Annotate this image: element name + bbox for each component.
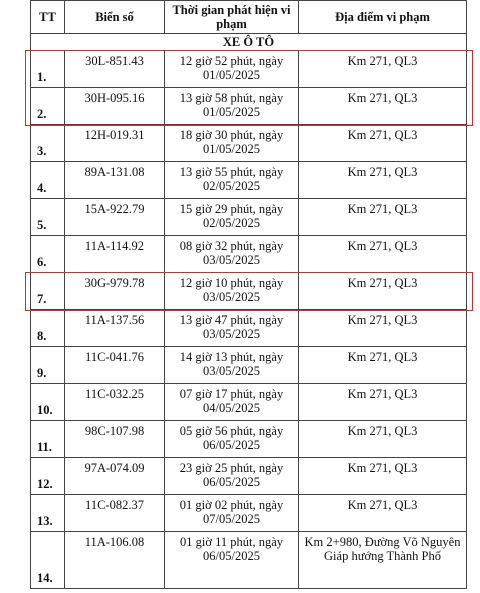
row-number: 4. [31, 162, 65, 199]
license-plate: 15A-922.79 [65, 199, 165, 236]
row-number: 14. [31, 532, 65, 589]
violation-time: 05 giờ 56 phút, ngày 06/05/2025 [165, 421, 299, 458]
table-row [31, 347, 467, 384]
section-title: XE Ô TÔ [31, 34, 467, 51]
violation-location: Km 271, QL3 [299, 495, 467, 532]
table-row [31, 532, 467, 589]
violation-location: Km 271, QL3 [299, 310, 467, 347]
violation-time: 13 giờ 58 phút, ngày 01/05/2025 [165, 88, 299, 125]
table-row [31, 458, 467, 495]
license-plate: 89A-131.08 [65, 162, 165, 199]
row-number: 6. [31, 236, 65, 273]
table-row [31, 421, 467, 458]
license-plate: 11A-114.92 [65, 236, 165, 273]
violation-location: Km 271, QL3 [299, 236, 467, 273]
violation-time: 18 giờ 30 phút, ngày 01/05/2025 [165, 125, 299, 162]
violation-location: Km 271, QL3 [299, 88, 467, 125]
license-plate: 30G-979.78 [65, 273, 165, 310]
row-number: 13. [31, 495, 65, 532]
violation-location: Km 271, QL3 [299, 199, 467, 236]
table-row [31, 199, 467, 236]
table-row [31, 162, 467, 199]
violation-time: 01 giờ 02 phút, ngày 07/05/2025 [165, 495, 299, 532]
violation-location: Km 271, QL3 [299, 125, 467, 162]
table-header-row [31, 1, 467, 34]
license-plate: 11C-041.76 [65, 347, 165, 384]
license-plate: 11A-137.56 [65, 310, 165, 347]
license-plate: 30L-851.43 [65, 51, 165, 88]
violation-location: Km 271, QL3 [299, 347, 467, 384]
header-plate: Biển số [65, 1, 165, 34]
row-number: 7. [31, 273, 65, 310]
violation-location: Km 271, QL3 [299, 458, 467, 495]
row-number: 10. [31, 384, 65, 421]
violation-time: 01 giờ 11 phút, ngày 06/05/2025 [165, 532, 299, 589]
table-row [31, 310, 467, 347]
violation-location: Km 271, QL3 [299, 384, 467, 421]
violation-location: Km 271, QL3 [299, 421, 467, 458]
row-number: 3. [31, 125, 65, 162]
license-plate: 11A-106.08 [65, 532, 165, 589]
highlight-box [25, 50, 473, 126]
license-plate: 11C-082.37 [65, 495, 165, 532]
violation-location: Km 271, QL3 [299, 162, 467, 199]
violation-time: 07 giờ 17 phút, ngày 04/05/2025 [165, 384, 299, 421]
row-number: 2. [31, 88, 65, 125]
violation-location: Km 271, QL3 [299, 273, 467, 310]
license-plate: 30H-095.16 [65, 88, 165, 125]
license-plate: 11C-032.25 [65, 384, 165, 421]
row-number: 8. [31, 310, 65, 347]
header-tt: TT [31, 1, 65, 34]
highlight-box [25, 272, 473, 311]
violation-time: 12 giờ 52 phút, ngày 01/05/2025 [165, 51, 299, 88]
table-row [31, 495, 467, 532]
license-plate: 98C-107.98 [65, 421, 165, 458]
table-row [31, 384, 467, 421]
license-plate: 97A-074.09 [65, 458, 165, 495]
license-plate: 12H-019.31 [65, 125, 165, 162]
violation-time: 14 giờ 13 phút, ngày 03/05/2025 [165, 347, 299, 384]
violation-time: 13 giờ 47 phút, ngày 03/05/2025 [165, 310, 299, 347]
violation-location: Km 271, QL3 [299, 51, 467, 88]
violation-time: 12 giờ 10 phút, ngày 03/05/2025 [165, 273, 299, 310]
section-row [31, 34, 467, 51]
violation-time: 13 giờ 55 phút, ngày 02/05/2025 [165, 162, 299, 199]
row-number: 5. [31, 199, 65, 236]
violation-time: 15 giờ 29 phút, ngày 02/05/2025 [165, 199, 299, 236]
header-time: Thời gian phát hiện vi phạm [165, 1, 299, 34]
violation-time: 23 giờ 25 phút, ngày 06/05/2025 [165, 458, 299, 495]
table-row [31, 125, 467, 162]
violation-location: Km 2+980, Đường Võ Nguyên Giáp hướng Thành Phố [299, 532, 467, 589]
row-number: 9. [31, 347, 65, 384]
violation-time: 08 giờ 32 phút, ngày 03/05/2025 [165, 236, 299, 273]
table-row [31, 236, 467, 273]
header-location: Địa điểm vi phạm [299, 1, 467, 34]
row-number: 1. [31, 51, 65, 88]
row-number: 12. [31, 458, 65, 495]
row-number: 11. [31, 421, 65, 458]
